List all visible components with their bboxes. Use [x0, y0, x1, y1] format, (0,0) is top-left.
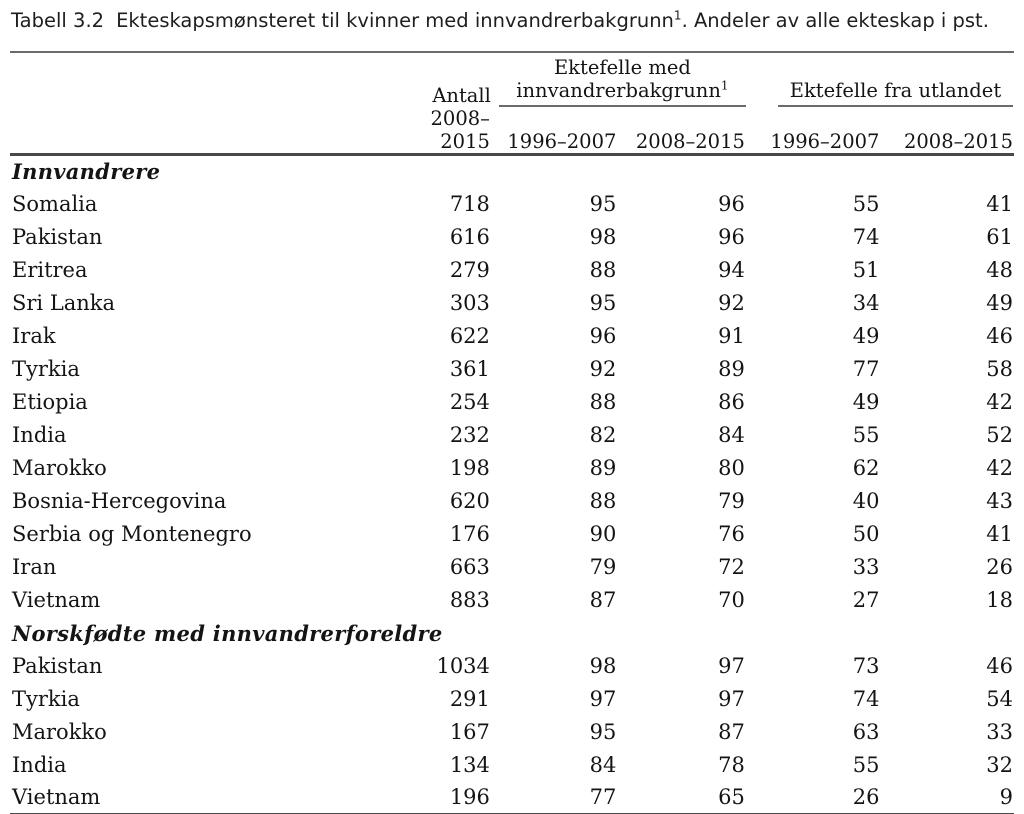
value-cell: 84: [589, 753, 617, 777]
value-cell: 63: [852, 720, 880, 744]
table-row: [10, 518, 1014, 551]
value-cell: 88: [589, 489, 617, 513]
country-cell: Eritrea: [12, 258, 88, 282]
value-cell: 55: [852, 192, 880, 216]
value-cell: 33: [986, 720, 1013, 744]
value-cell: 70: [718, 588, 745, 612]
value-cell: 89: [718, 357, 745, 381]
value-cell: 42: [986, 456, 1013, 480]
value-cell: 40: [852, 489, 880, 513]
country-column-header-empty: [10, 52, 383, 107]
value-cell: 134: [449, 753, 490, 777]
table-row: [10, 419, 1014, 452]
section-label: Norskfødte med innvandrerforeldre: [12, 620, 443, 646]
value-cell: 55: [852, 423, 880, 447]
value-cell: 49: [852, 390, 880, 414]
country-cell: Iran: [12, 555, 57, 579]
table-row: [10, 683, 1014, 716]
country-cell: Pakistan: [12, 225, 103, 249]
value-cell: 26: [986, 555, 1013, 579]
value-cell: 50: [852, 522, 880, 546]
country-cell: Somalia: [12, 192, 98, 216]
table-row: [10, 221, 1014, 254]
value-cell: 49: [986, 291, 1013, 315]
value-cell: 87: [589, 588, 617, 612]
value-cell: 89: [589, 456, 617, 480]
value-cell: 78: [718, 753, 745, 777]
col-group-ektefelle-med-innvandrerbakgrunn: [491, 52, 746, 107]
value-cell: 95: [589, 291, 617, 315]
table-title: [10, 8, 1014, 34]
value-cell: 74: [852, 687, 880, 711]
value-cell: 76: [718, 522, 745, 546]
table-title-suffix: . Andeler av alle ekteskap i pst.: [681, 9, 989, 32]
country-cell: Marokko: [12, 720, 107, 744]
value-cell: 616: [449, 225, 490, 249]
value-cell: 84: [718, 423, 745, 447]
value-cell: 61: [986, 225, 1013, 249]
value-cell: 98: [589, 654, 617, 678]
country-cell: Tyrkia: [12, 687, 80, 711]
value-cell: 77: [852, 357, 880, 381]
country-cell: Serbia og Montenegro: [12, 522, 252, 546]
value-cell: 49: [852, 324, 880, 348]
country-cell: India: [12, 423, 67, 447]
value-cell: 48: [986, 258, 1013, 282]
period-header-empty: [10, 107, 383, 155]
table-title-text: Ekteskapsmønsteret til kvinner med innvandrerbakgrunn: [116, 9, 674, 32]
value-cell: 52: [986, 423, 1013, 447]
group2-label: Ektefelle fra utlandet: [778, 79, 1013, 107]
value-cell: 95: [589, 720, 617, 744]
table-row: [10, 188, 1014, 221]
table-row: [10, 650, 1014, 683]
value-cell: 198: [449, 456, 490, 480]
value-cell: 46: [986, 324, 1013, 348]
value-cell: 80: [718, 456, 745, 480]
value-cell: 97: [718, 687, 745, 711]
table-row: [10, 320, 1014, 353]
value-cell: 1034: [436, 654, 490, 678]
table-row: [10, 716, 1014, 749]
table-row: [10, 584, 1014, 617]
value-cell: 94: [718, 258, 745, 282]
table-row: [10, 551, 1014, 584]
value-cell: 92: [718, 291, 745, 315]
value-cell: 82: [589, 423, 617, 447]
value-cell: 167: [449, 720, 490, 744]
value-cell: 620: [449, 489, 490, 513]
period-header-g1-1996: 1996–2007: [491, 107, 618, 155]
value-cell: 54: [986, 687, 1013, 711]
value-cell: 58: [986, 357, 1013, 381]
table-row: [10, 353, 1014, 386]
country-cell: Vietnam: [12, 785, 101, 810]
value-cell: 9: [999, 785, 1013, 810]
value-cell: 96: [718, 225, 745, 249]
table-row: [10, 287, 1014, 320]
table-row: [10, 452, 1014, 485]
section-label: Innvandrere: [12, 159, 161, 185]
value-cell: 65: [718, 785, 745, 810]
table-body: [10, 155, 1014, 814]
period-header-g2-1996: 1996–2007: [746, 107, 881, 155]
col-group-ektefelle-fra-utlandet: [746, 52, 1014, 107]
value-cell: 90: [589, 522, 617, 546]
country-cell: Tyrkia: [12, 357, 80, 381]
value-cell: 883: [449, 588, 490, 612]
value-cell: 41: [986, 192, 1013, 216]
period-header-g1-2008: 2008–2015: [617, 107, 746, 155]
group1-label: Ektefelle med innvandrerbakgrunn$^1$: [499, 56, 746, 107]
value-cell: 51: [852, 258, 880, 282]
country-cell: India: [12, 753, 67, 777]
value-cell: 34: [852, 291, 880, 315]
marriage-pattern-table: [10, 51, 1014, 814]
value-cell: 96: [718, 192, 745, 216]
value-cell: 79: [718, 489, 745, 513]
value-cell: 97: [718, 654, 745, 678]
value-cell: 176: [449, 522, 490, 546]
value-cell: 77: [589, 785, 617, 810]
table-row: [10, 386, 1014, 419]
value-cell: 79: [589, 555, 617, 579]
value-cell: 92: [589, 357, 617, 381]
value-cell: 291: [449, 687, 490, 711]
value-cell: 232: [449, 423, 490, 447]
value-cell: 18: [986, 588, 1013, 612]
table-header: [10, 52, 1014, 155]
value-cell: 27: [852, 588, 880, 612]
value-cell: 72: [718, 555, 745, 579]
table-row: [10, 254, 1014, 287]
col-header-antall: Antall: [432, 84, 491, 107]
value-cell: 663: [449, 555, 490, 579]
value-cell: 46: [986, 654, 1013, 678]
value-cell: 73: [852, 654, 880, 678]
table-row: [10, 749, 1014, 782]
value-cell: 62: [852, 456, 880, 480]
value-cell: 95: [589, 192, 617, 216]
country-cell: Marokko: [12, 456, 107, 480]
value-cell: 254: [449, 390, 490, 414]
value-cell: 303: [449, 291, 490, 315]
value-cell: 43: [986, 489, 1013, 513]
value-cell: 98: [589, 225, 617, 249]
value-cell: 97: [589, 687, 617, 711]
section-row: [10, 617, 1014, 650]
value-cell: 42: [986, 390, 1013, 414]
value-cell: 33: [852, 555, 880, 579]
value-cell: 55: [852, 753, 880, 777]
value-cell: 196: [449, 785, 490, 810]
header-period-row: [10, 107, 1014, 155]
value-cell: 96: [589, 324, 617, 348]
value-cell: 88: [589, 258, 617, 282]
value-cell: 26: [852, 785, 880, 810]
footnote-marker: 1: [673, 8, 682, 23]
table-number: Tabell 3.2: [11, 9, 105, 32]
table-row: [10, 782, 1014, 814]
value-cell: 86: [718, 390, 745, 414]
value-cell: 279: [449, 258, 490, 282]
value-cell: 74: [852, 225, 880, 249]
section-row: [10, 155, 1014, 188]
country-cell: Bosnia-Hercegovina: [12, 489, 227, 513]
value-cell: 88: [589, 390, 617, 414]
value-cell: 718: [449, 192, 490, 216]
value-cell: 622: [449, 324, 490, 348]
country-cell: Pakistan: [12, 654, 103, 678]
value-cell: 41: [986, 522, 1013, 546]
header-group-row: [10, 52, 1014, 107]
country-cell: Irak: [12, 324, 56, 348]
country-cell: Etiopia: [12, 390, 88, 414]
period-header-antall: 2008–2015: [383, 107, 490, 155]
value-cell: 32: [986, 753, 1013, 777]
value-cell: 361: [449, 357, 490, 381]
country-cell: Sri Lanka: [12, 291, 116, 315]
table-row: [10, 485, 1014, 518]
country-cell: Vietnam: [12, 588, 101, 612]
period-header-g2-2008: 2008–2015: [880, 107, 1014, 155]
value-cell: 87: [718, 720, 745, 744]
value-cell: 91: [718, 324, 745, 348]
footnote-marker: 1: [720, 78, 729, 93]
